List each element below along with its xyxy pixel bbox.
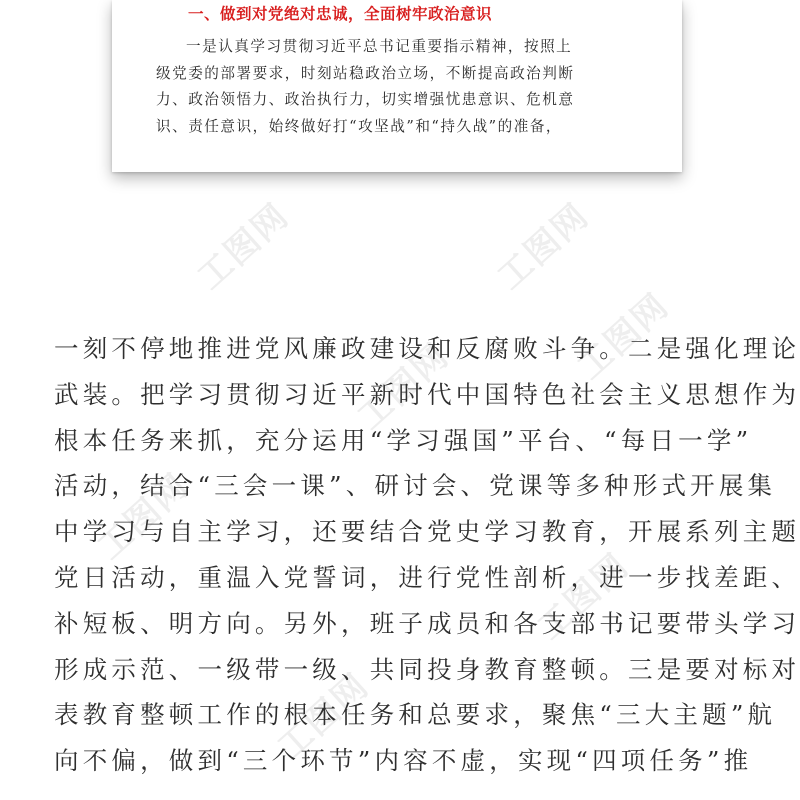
watermark: 工图网: [189, 195, 297, 298]
card-line: 力、政治领悟力、政治执行力，切实增强忧患意识、危机意: [156, 91, 575, 108]
watermark: 工图网: [269, 665, 377, 768]
watermark: 工图网: [489, 195, 597, 298]
section-heading: 一、做到对党绝对忠诚，全面树牢政治意识: [188, 5, 493, 23]
body-line: 党日活动，重温入党誓词，进行党性剖析，进一步找差距、: [54, 562, 800, 592]
body-line: 武装。把学习贯彻习近平新时代中国特色社会主义思想作为: [54, 379, 800, 409]
watermark: 工图网: [89, 465, 197, 568]
body-line: 根本任务来抓，充分运用“学习强国”平台、“每日一学”: [54, 425, 753, 455]
card-line: 一是认真学习贯彻习近平总书记重要指示精神，按照上: [186, 38, 573, 55]
card-line: 识、责任意识，始终做好打“攻坚战”和“持久战”的准备，: [156, 117, 563, 135]
body-paragraph: [54, 326, 800, 784]
body-line: 向不偏，做到“三个环节”内容不虚，实现“四项任务”推: [54, 746, 753, 776]
watermark: 工图网: [569, 285, 677, 388]
body-line: 活动，结合“三会一课”、研讨会、党课等多种形式开展集: [54, 471, 777, 501]
watermark: 工图网: [529, 545, 637, 648]
preview-card: [112, 0, 682, 172]
body-line: 中学习与自主学习，还要结合党史学习教育，开展系列主题: [54, 517, 800, 547]
body-line: 补短板、明方向。另外，班子成员和各支部书记要带头学习: [54, 608, 800, 638]
card-line: 级党委的部署要求，时刻站稳政治立场，不断提高政治判断: [156, 64, 575, 82]
body-line: 一刻不停地推进党风廉政建设和反腐败斗争。二是强化理论: [54, 334, 800, 363]
card-paragraph: [156, 34, 646, 140]
body-line: 表教育整顿工作的根本任务和总要求，聚焦“三大主题”航: [54, 700, 777, 730]
body-line: 形成示范、一级带一级、共同投身教育整顿。三是要对标对: [54, 654, 800, 684]
watermark: 工图网: [349, 335, 457, 438]
